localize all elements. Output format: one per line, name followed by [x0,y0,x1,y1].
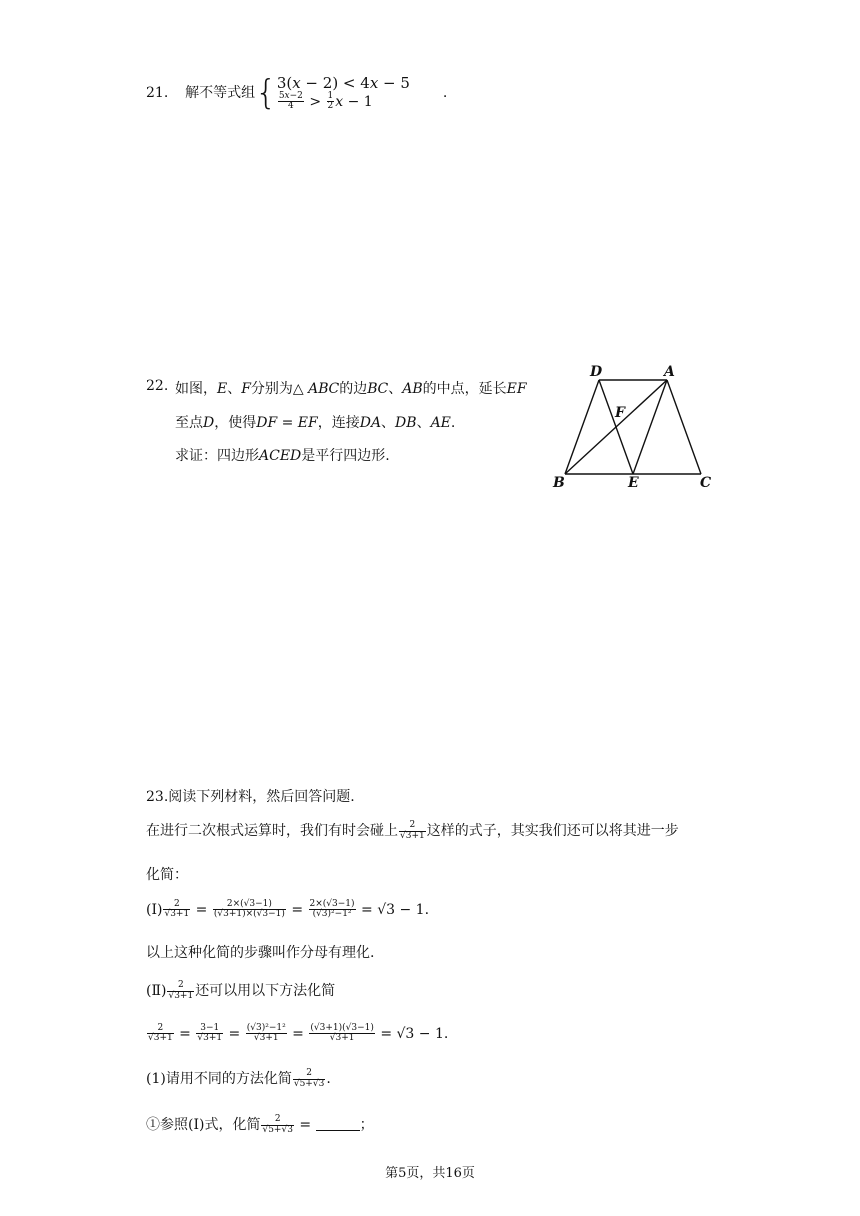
segment-db [565,380,599,474]
q21-label: 解不等式组 [185,84,256,101]
q23-p1-fraction: $\frac{2}{√3+1}$ [400,820,425,841]
q23-step-2-derivation: $\frac{2}{√3+1}$ = $\frac{3-1}{√3+1}$ = $\frac{\text{(√3)²−1²}}{√3+1}$ = $\frac{(√3+1)(√3-1)}{√3+1}$ = √3 − 1. [148,1023,449,1044]
q21-brace: { [255,72,277,113]
q23-sub-1: ①参照(Ⅰ)式，化简 $\frac{2}{√5+√3}$ = ； [146,1114,374,1135]
q23-part-1: (1)请用不同的方法化简 $\frac{2}{√5+√3}$ . [146,1068,331,1089]
page-footer: 第5页，共16页 [385,1166,475,1181]
q21-inequality-1: 3(𝑥 − 2) < 4𝑥 − 5 [276,74,410,92]
label-b: B [553,475,565,491]
q21-fraction: $\frac{\text{5𝑥−2}}{4}$ [278,91,303,112]
q23-step-1: (Ⅰ) $\frac{2}{√3+1}$ = $\frac{2\times(√3-1)}{(√3+1)\times(√3-1)}$ = $\frac{2\times(√3-1)}{\text{(√3)²−1²}}$ = √3 − 1. [146,899,430,920]
q21-end: . [442,84,448,101]
q22-figure [548,362,724,492]
q21-half: $\frac{1}{2}$ [327,91,334,112]
q22-line-1: 如图，𝐸、𝐹分别为△ 𝐴𝐵𝐶的边𝐵𝐶、𝐴𝐵的中点，延长𝐸𝐹 [175,381,527,397]
answer-blank[interactable] [316,1118,360,1131]
q23-paragraph-1-cont: 化简： [146,867,188,883]
q23-title: 23.阅读下列材料，然后回答问题. [146,789,355,805]
q23-step-2: (Ⅱ) $\frac{2}{√3+1}$ 还可以用以下方法化简 [146,980,336,1001]
q21-inequality-2: $\frac{\text{5𝑥−2}}{4}$ > $\frac{1}{2}$ 𝑥 − 1 [278,91,373,112]
q23-paragraph-2: 以上这种化简的步骤叫作分母有理化. [146,945,375,961]
q21-system [277,74,410,112]
q22-line-3: 求证：四边形𝐴𝐶𝐸𝐷是平行四边形. [175,448,390,464]
segment-ac [667,380,701,474]
label-c: C [700,475,712,491]
label-a: A [664,364,675,380]
q22-number: 22. [146,378,169,394]
label-d: D [590,364,603,380]
segment-ae [633,380,667,474]
q22-line-2: 至点𝐷，使得𝐷𝐹 = 𝐸𝐹，连接𝐷𝐴、𝐷𝐵、𝐴𝐸. [175,415,456,431]
segment-ab [565,380,667,474]
q21-number: 21. [146,84,169,101]
q21 [146,74,447,112]
label-f: F [615,405,625,421]
q23-paragraph-1: 在进行二次根式运算时，我们有时会碰上 $\frac{2}{√3+1}$ 这样的式子，其实我们还可以将其进一步 [146,820,679,841]
label-e: E [628,475,639,491]
